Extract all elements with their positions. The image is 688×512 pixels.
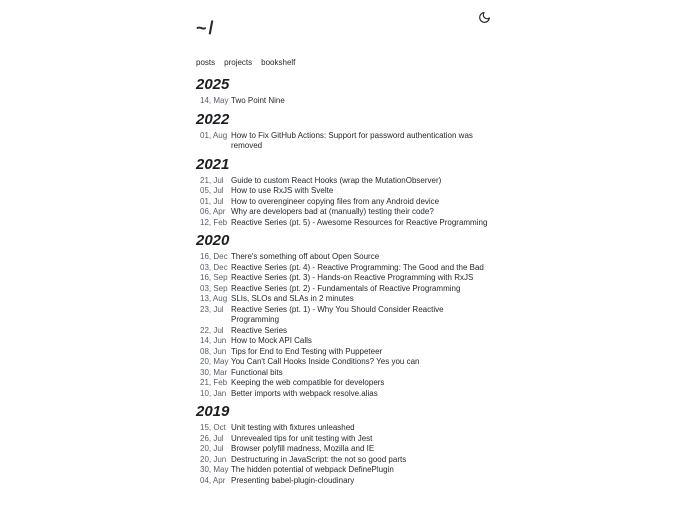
year-heading: 2019 [196,403,230,420]
nav-link-posts[interactable]: posts [196,58,216,67]
post-date: 15, Oct [200,423,226,432]
post-date: 08, Jun [200,346,227,356]
post-item [196,455,492,466]
post-date: 04, Apr [200,475,226,485]
post-title-link[interactable]: Reactive Series (pt. 3) - Hands-on Reactive Programming with RxJS [231,273,474,282]
post-title-link[interactable]: How to Mock API Calls [231,336,312,345]
post-title-link[interactable]: Unrevealed tips for unit testing with Jest [231,433,373,443]
year-section [196,78,492,107]
content-column [196,0,492,486]
post-date: 01, Jul [200,196,224,206]
post-date: 20, Jul [200,444,224,453]
post-title-link[interactable]: How to overengineer copying files from any Android device [231,196,440,206]
theme-toggle-button[interactable] [477,10,492,25]
post-date: 20, Jun [200,454,227,464]
post-archive [196,78,492,486]
post-title-link[interactable]: The hidden potential of webpack DefinePlugin [231,465,394,474]
post-date: 22, Jul [200,325,224,335]
post-item [196,305,492,326]
post-title-link[interactable]: Unit testing with fixtures unleashed [231,423,355,432]
post-date: 13, Aug [200,294,228,303]
post-item [196,444,492,455]
post-title-link[interactable]: Tips for End to End Testing with Puppeteer [231,346,383,356]
post-item [196,326,492,337]
post-date: 30, Mar [200,367,228,377]
year-section [196,234,492,399]
post-list [196,96,492,107]
post-title-link[interactable]: Reactive Series [231,325,288,335]
post-title-link[interactable]: Destructuring in JavaScript: the not so good parts [231,454,407,464]
post-list [196,176,492,229]
post-title-link[interactable]: SLIs, SLOs and SLAs in 2 minutes [231,294,354,303]
post-date: 21, Feb [200,378,228,387]
post-title-link[interactable]: You Can't Call Hooks Inside Conditions? Yes you can [231,357,420,366]
post-title-link[interactable]: Presenting babel-plugin-cloudinary [231,475,355,485]
post-item [196,218,492,229]
post-date: 12, Feb [200,217,228,227]
post-item [196,347,492,358]
post-title-link[interactable]: Guide to custom React Hooks (wrap the MutationObserver) [231,175,442,185]
post-title-link[interactable]: Functional bits [231,367,283,377]
post-item [196,294,492,305]
post-list [196,423,492,486]
post-item [196,336,492,347]
post-item [196,465,492,476]
post-item [196,357,492,368]
post-list [196,131,492,152]
post-date: 21, Jul [200,175,224,185]
year-heading: 2021 [196,155,230,173]
post-item [196,378,492,389]
year-section [196,405,492,486]
main-nav [196,58,492,68]
year-section [196,155,492,229]
post-item [196,389,492,400]
year-section [196,110,492,152]
post-title-link[interactable]: Two Point Nine [231,96,285,105]
post-title-link[interactable]: Keeping the web compatible for developers [231,378,385,387]
post-title-link[interactable]: Reactive Series (pt. 2) - Fundamentals of Reactive Programming [231,283,461,293]
post-date: 03, Sep [200,283,228,293]
post-list [196,252,492,399]
nav-link-bookshelf[interactable]: bookshelf [261,58,296,67]
year-heading: 2025 [196,76,230,93]
post-date: 03, Dec [200,262,228,272]
post-item [196,186,492,197]
post-item [196,476,492,487]
post-date: 10, Jan [200,388,227,398]
post-title-link[interactable]: Reactive Series (pt. 5) - Awesome Resources for Reactive Programming [231,217,488,227]
post-date: 06, Apr [200,207,226,216]
post-title-link[interactable]: Browser polyfill madness, Mozilla and IE [231,444,375,453]
post-date: 14, May [200,96,229,105]
post-title-link[interactable]: Reactive Series (pt. 1) - Why You Should Consider Reactive Programming [231,304,444,324]
nav-link-projects[interactable]: projects [224,58,253,67]
post-item [196,96,492,107]
post-item [196,176,492,187]
post-title-link[interactable]: How to use RxJS with Svelte [231,186,334,195]
post-title-link[interactable]: How to Fix GitHub Actions: Support for password authentication was removed [231,130,473,150]
post-title-link[interactable]: Reactive Series (pt. 4) - Reactive Programming: The Good and the Bad [231,262,484,272]
home-logo-link[interactable]: ~/ [196,18,216,38]
post-title-link[interactable]: Better imports with webpack resolve.alias [231,388,378,398]
post-item [196,197,492,208]
post-item [196,423,492,434]
post-date: 16, Sep [200,273,228,282]
post-date: 01, Aug [200,130,228,140]
post-date: 20, May [200,357,229,366]
post-date: 30, May [200,465,229,474]
post-date: 16, Dec [200,252,228,261]
post-item [196,284,492,295]
post-title-link[interactable]: Why are developers bad at (manually) testing their code? [231,207,434,216]
post-item [196,273,492,284]
post-item [196,207,492,218]
post-item [196,434,492,445]
post-title-link[interactable]: There's something off about Open Source [231,252,380,261]
post-date: 14, Jun [200,336,227,345]
post-item [196,263,492,274]
moon-icon [478,12,491,27]
year-heading: 2020 [196,232,230,249]
post-date: 23, Jul [200,304,224,314]
year-heading: 2022 [196,110,230,128]
post-date: 26, Jul [200,433,224,443]
post-date: 05, Jul [200,186,224,195]
post-item [196,252,492,263]
post-item [196,368,492,379]
site-header [196,10,492,38]
post-item [196,131,492,152]
